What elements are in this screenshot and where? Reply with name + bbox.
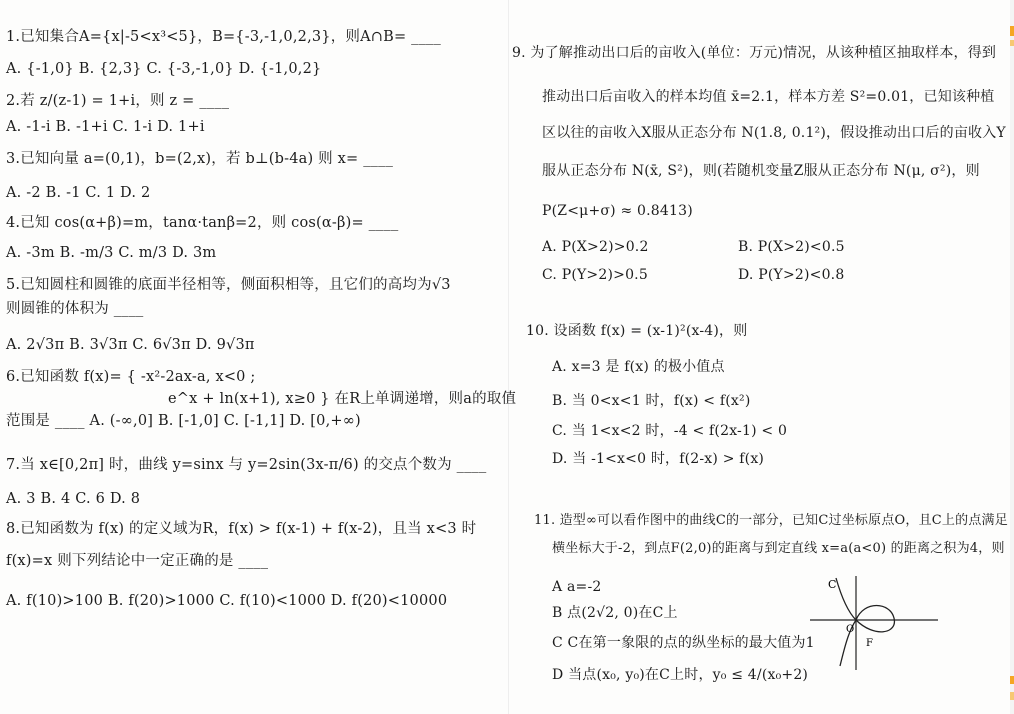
q11-option-b: B 点(2√2, 0)在C上 [552, 605, 678, 621]
q4-options: A. -3m B. -m/3 C. m/3 D. 3m [6, 245, 217, 261]
edge-tab [1010, 40, 1014, 46]
column-divider [508, 0, 509, 714]
q2-stem: 2.若 z/(z-1) = 1+i，则 z = ____ [6, 93, 230, 109]
edge-tab [1010, 692, 1014, 700]
q6-stem-piece: e^x + ln(x+1), x≥0 } 在R上单调递增，则a的取值 [168, 391, 517, 407]
q6-options: 范围是 ____ A. (-∞,0] B. [-1,0] C. [-1,1] D. [0,+∞) [6, 413, 361, 429]
q4-stem: 4.已知 cos(α+β)=m，tanα·tanβ=2，则 cos(α-β)= ____ [6, 215, 399, 231]
q9-stem-2: 推动出口后亩收入的样本均值 x̄=2.1，样本方差 S²=0.01，已知该种植 [542, 89, 995, 105]
edge-tab [1010, 676, 1014, 684]
q9-option-c: C. P(Y>2)>0.5 [542, 267, 648, 283]
q7-options: A. 3 B. 4 C. 6 D. 8 [6, 491, 141, 507]
q6-stem: 6.已知函数 f(x)= { -x²-2ax-a, x<0 ; [6, 369, 256, 385]
q9-stem-3: 区以往的亩收入X服从正态分布 N(1.8, 0.1²)，假设推动出口后的亩收入Y [542, 125, 1006, 141]
q7-stem: 7.当 x∈[0,2π] 时，曲线 y=sinx 与 y=2sin(3x-π/6) 的交点个数为 ____ [6, 457, 487, 473]
q9-option-d: D. P(Y>2)<0.8 [738, 267, 845, 283]
edge-tab [1010, 26, 1014, 36]
curve-c [836, 578, 894, 666]
q9-stem-4: 服从正态分布 N(x̄, S²)，则(若随机变量Z服从正态分布 N(μ, σ²)，则 [542, 163, 980, 179]
q1-options: A. {-1,0} B. {2,3} C. {-3,-1,0} D. {-1,0,2} [6, 61, 322, 77]
q11-option-c: C C在第一象限的点的纵坐标的最大值为1 [552, 635, 815, 651]
q5-options: A. 2√3π B. 3√3π C. 6√3π D. 9√3π [6, 337, 255, 353]
q10-option-d: D. 当 -1<x<0 时，f(2-x) > f(x) [552, 451, 765, 467]
q8-stem-cont: f(x)=x 则下列结论中一定正确的是 ____ [6, 553, 269, 569]
q3-stem: 3.已知向量 a=(0,1)，b=(2,x)，若 b⊥(b-4a) 则 x= ____ [6, 151, 394, 167]
q10-option-a: A. x=3 是 f(x) 的极小值点 [552, 359, 725, 375]
q9-stem-5: P(Z<μ+σ) ≈ 0.8413) [542, 203, 693, 219]
q8-options: A. f(10)>100 B. f(20)>1000 C. f(10)<1000 D. f(20)<10000 [6, 593, 448, 609]
q11-stem: 11. 造型∞可以看作图中的曲线C的一部分，已知C过坐标原点O，且C上的点满足 [534, 513, 1008, 528]
q2-options: A. -1-i B. -1+i C. 1-i D. 1+i [6, 119, 205, 135]
q9-option-b: B. P(X>2)<0.5 [738, 239, 845, 255]
q8-stem: 8.已知函数为 f(x) 的定义域为R，f(x) > f(x-1) + f(x-2)，且当 x<3 时 [6, 521, 477, 537]
q11-stem-2: 横坐标大于-2，到点F(2,0)的距离与到定直线 x=a(a<0) 的距离之积为4，则 [552, 541, 1005, 556]
q5-stem: 5.已知圆柱和圆锥的底面半径相等，侧面积相等，且它们的高均为√3 [6, 277, 451, 293]
q1-stem: 1.已知集合A={x|-5<x³<5}，B={-3,-1,0,2,3}，则A∩B= ____ [6, 29, 441, 45]
q11-option-d: D 当点(x₀, y₀)在C上时，y₀ ≤ 4/(x₀+2) [552, 667, 809, 683]
q10-option-b: B. 当 0<x<1 时，f(x) < f(x²) [552, 393, 751, 409]
q11-option-a: A a=-2 [552, 579, 602, 595]
origin-label: O [846, 624, 855, 635]
q10-option-c: C. 当 1<x<2 时，-4 < f(2x-1) < 0 [552, 423, 788, 439]
q5-stem-cont: 则圆锥的体积为 ____ [6, 301, 144, 317]
q9-stem: 9. 为了解推动出口后的亩收入(单位：万元)情况，从该种植区抽取样本，得到 [512, 45, 997, 61]
q9-option-a: A. P(X>2)>0.2 [542, 239, 649, 255]
curve-c-sketch [810, 572, 950, 672]
q10-stem: 10. 设函数 f(x) = (x-1)²(x-4)，则 [526, 323, 748, 339]
curve-label: C [828, 578, 837, 591]
q3-options: A. -2 B. -1 C. 1 D. 2 [6, 185, 151, 201]
page-edge [1010, 0, 1014, 714]
focus-label: F [866, 638, 873, 649]
